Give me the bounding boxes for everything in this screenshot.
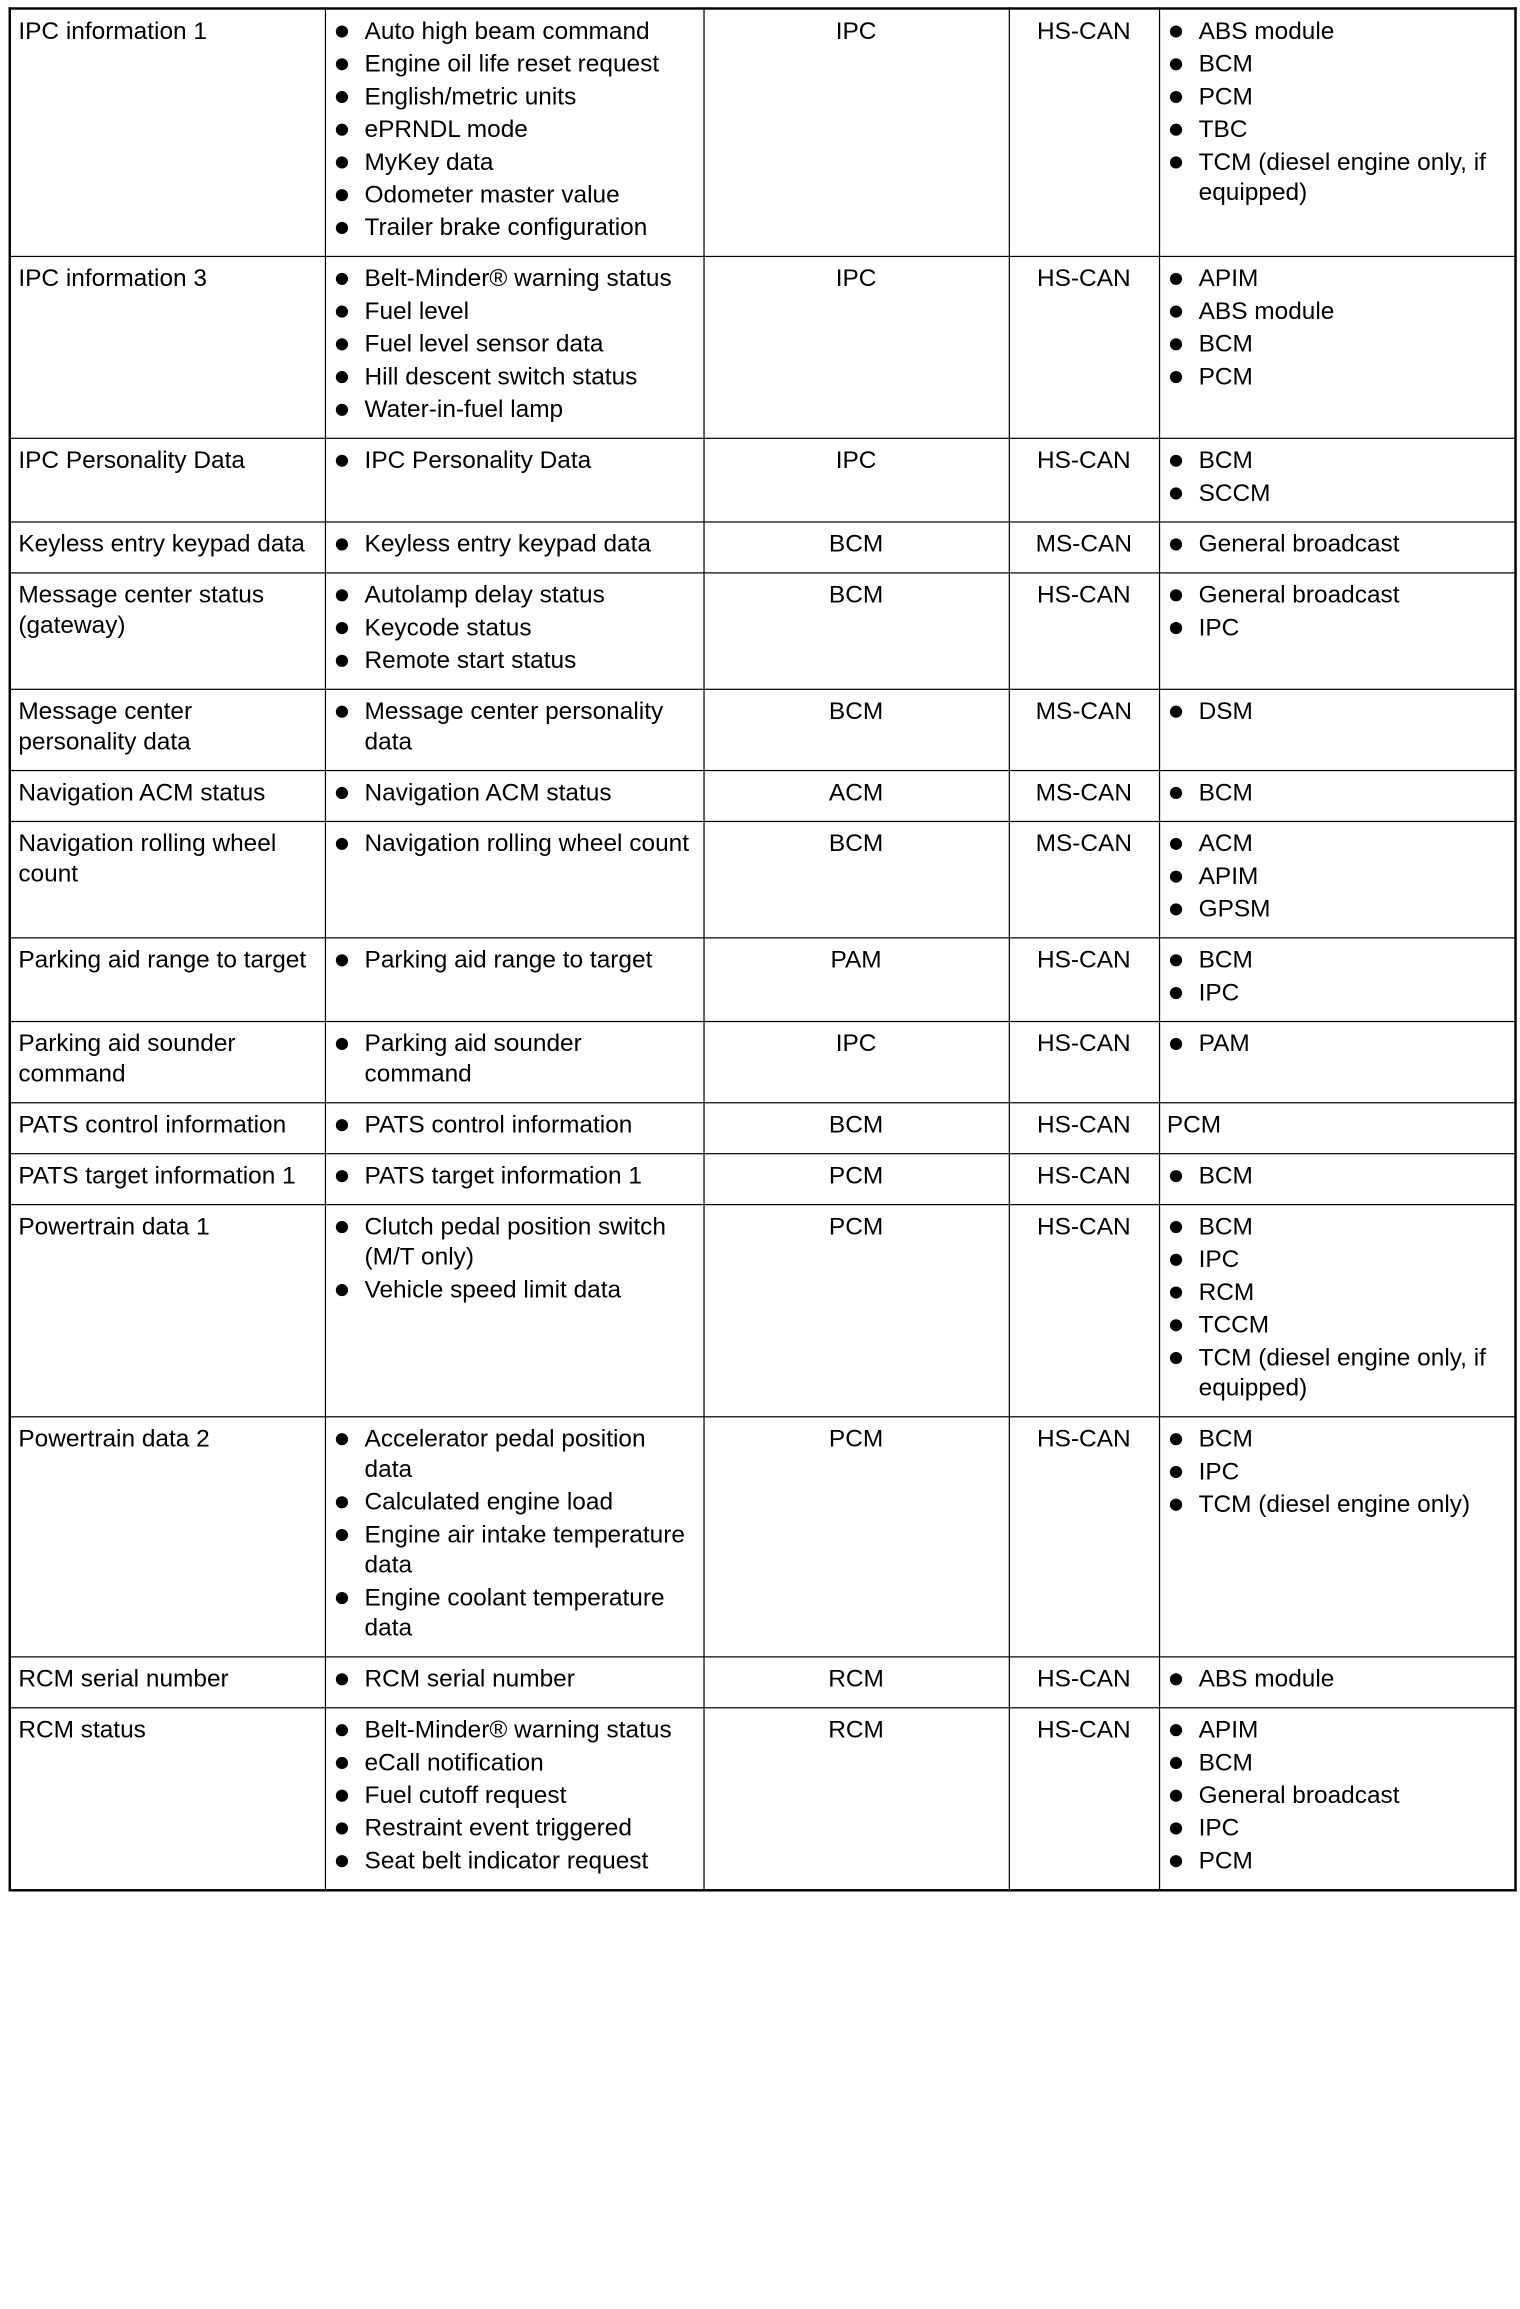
receiver-list bbox=[1167, 778, 1507, 808]
signal-list bbox=[333, 1111, 696, 1141]
signals-cell bbox=[325, 1417, 704, 1657]
receiver-list-item: General broadcast bbox=[1167, 581, 1507, 611]
signal-list bbox=[333, 1716, 696, 1877]
receiver-list bbox=[1167, 17, 1507, 209]
receiver-list-item: IPC bbox=[1167, 1245, 1507, 1275]
network-cell: HS-CAN bbox=[1009, 1154, 1159, 1205]
signal-list-item: PATS target information 1 bbox=[333, 1162, 696, 1192]
table-row bbox=[10, 256, 1516, 438]
receiver-list-item: TBC bbox=[1167, 115, 1507, 145]
receiver-list-item: DSM bbox=[1167, 697, 1507, 727]
receivers-cell bbox=[1159, 821, 1516, 937]
signal-list-item: MyKey data bbox=[333, 148, 696, 178]
signal-list bbox=[333, 1162, 696, 1192]
receiver-list-item: TCM (diesel engine only, if equipped) bbox=[1167, 148, 1507, 209]
message-name-cell: PATS target information 1 bbox=[10, 1154, 325, 1205]
receiver-list-item: APIM bbox=[1167, 264, 1507, 294]
signals-cell bbox=[325, 771, 704, 822]
signal-list-item: Calculated engine load bbox=[333, 1488, 696, 1518]
signal-list-item: Engine coolant temperature data bbox=[333, 1584, 696, 1645]
signals-cell bbox=[325, 438, 704, 522]
network-cell: HS-CAN bbox=[1009, 1022, 1159, 1103]
signal-list-item: eCall notification bbox=[333, 1748, 696, 1778]
table-row bbox=[10, 938, 1516, 1022]
signal-list-item: ePRNDL mode bbox=[333, 115, 696, 145]
message-name-cell: Navigation rolling wheel count bbox=[10, 821, 325, 937]
originator-cell: BCM bbox=[703, 573, 1008, 689]
receiver-list-item: PCM bbox=[1167, 363, 1507, 393]
receiver-list bbox=[1167, 1425, 1507, 1521]
signal-list bbox=[333, 697, 696, 758]
signal-list bbox=[333, 1665, 696, 1695]
receivers-cell bbox=[1159, 938, 1516, 1022]
network-cell: HS-CAN bbox=[1009, 438, 1159, 522]
receivers-cell bbox=[1159, 771, 1516, 822]
signal-list-item: Navigation rolling wheel count bbox=[333, 829, 696, 859]
network-cell: HS-CAN bbox=[1009, 8, 1159, 256]
table-row bbox=[10, 821, 1516, 937]
originator-cell: BCM bbox=[703, 821, 1008, 937]
table-row bbox=[10, 1022, 1516, 1103]
receiver-list-item: General broadcast bbox=[1167, 530, 1507, 560]
receivers-cell bbox=[1159, 256, 1516, 438]
signal-list-item: Restraint event triggered bbox=[333, 1814, 696, 1844]
signal-list-item: Belt-Minder® warning status bbox=[333, 264, 696, 294]
signal-list-item: Remote start status bbox=[333, 646, 696, 676]
signal-list bbox=[333, 17, 696, 244]
network-cell: HS-CAN bbox=[1009, 1103, 1159, 1154]
signal-list-item: Clutch pedal position switch (M/T only) bbox=[333, 1213, 696, 1274]
receiver-list-item: TCM (diesel engine only) bbox=[1167, 1490, 1507, 1520]
receiver-list-item: ABS module bbox=[1167, 297, 1507, 327]
table-row bbox=[10, 1417, 1516, 1657]
originator-cell: PCM bbox=[703, 1417, 1008, 1657]
receiver-list-item: PAM bbox=[1167, 1029, 1507, 1059]
message-name-cell: Keyless entry keypad data bbox=[10, 522, 325, 573]
signal-list-item: Belt-Minder® warning status bbox=[333, 1716, 696, 1746]
originator-cell: PCM bbox=[703, 1205, 1008, 1417]
signal-list-item: Seat belt indicator request bbox=[333, 1847, 696, 1877]
originator-cell: ACM bbox=[703, 771, 1008, 822]
receiver-list-item: ABS module bbox=[1167, 1665, 1507, 1695]
signal-list bbox=[333, 581, 696, 677]
signals-cell bbox=[325, 1154, 704, 1205]
receiver-list-item: RCM bbox=[1167, 1278, 1507, 1308]
receiver-list bbox=[1167, 264, 1507, 393]
receiver-list-item: BCM bbox=[1167, 1162, 1507, 1192]
receiver-list-item: BCM bbox=[1167, 446, 1507, 476]
signal-list-item: Keycode status bbox=[333, 614, 696, 644]
signal-list bbox=[333, 946, 696, 976]
network-cell: HS-CAN bbox=[1009, 1708, 1159, 1890]
signal-list bbox=[333, 778, 696, 808]
signal-list-item: Fuel cutoff request bbox=[333, 1781, 696, 1811]
receiver-list bbox=[1167, 829, 1507, 925]
network-cell: HS-CAN bbox=[1009, 938, 1159, 1022]
signal-list bbox=[333, 1213, 696, 1306]
receiver-list-item: BCM bbox=[1167, 778, 1507, 808]
receivers-cell bbox=[1159, 573, 1516, 689]
signals-cell bbox=[325, 938, 704, 1022]
signal-list-item: Trailer brake configuration bbox=[333, 213, 696, 243]
signal-list-item: Message center personality data bbox=[333, 697, 696, 758]
signals-cell bbox=[325, 1708, 704, 1890]
receiver-list-item: BCM bbox=[1167, 946, 1507, 976]
receivers-cell bbox=[1159, 1708, 1516, 1890]
receivers-cell bbox=[1159, 1417, 1516, 1657]
receiver-list-item: APIM bbox=[1167, 862, 1507, 892]
signal-list bbox=[333, 446, 696, 476]
signal-list-item: Fuel level bbox=[333, 297, 696, 327]
table-row bbox=[10, 573, 1516, 689]
table-body bbox=[10, 8, 1516, 1890]
receivers-cell bbox=[1159, 1657, 1516, 1708]
signals-cell bbox=[325, 1657, 704, 1708]
table-row bbox=[10, 1103, 1516, 1154]
originator-cell: RCM bbox=[703, 1708, 1008, 1890]
signal-list-item: Water-in-fuel lamp bbox=[333, 395, 696, 425]
message-name-cell: IPC information 1 bbox=[10, 8, 325, 256]
signal-list bbox=[333, 1425, 696, 1644]
receiver-list-item: TCCM bbox=[1167, 1311, 1507, 1341]
signal-list-item: Vehicle speed limit data bbox=[333, 1276, 696, 1306]
receiver-list-item: BCM bbox=[1167, 1213, 1507, 1243]
receiver-list-item: TCM (diesel engine only, if equipped) bbox=[1167, 1343, 1507, 1404]
network-cell: HS-CAN bbox=[1009, 1417, 1159, 1657]
message-name-cell: Parking aid range to target bbox=[10, 938, 325, 1022]
receivers-cell bbox=[1159, 522, 1516, 573]
receiver-list-item: General broadcast bbox=[1167, 1781, 1507, 1811]
receiver-list bbox=[1167, 1162, 1507, 1192]
signal-list-item: Navigation ACM status bbox=[333, 778, 696, 808]
originator-cell: RCM bbox=[703, 1657, 1008, 1708]
table-row bbox=[10, 771, 1516, 822]
network-cell: HS-CAN bbox=[1009, 573, 1159, 689]
receiver-list bbox=[1167, 530, 1507, 560]
receivers-cell bbox=[1159, 1154, 1516, 1205]
table-row bbox=[10, 1205, 1516, 1417]
message-name-cell: Parking aid sounder command bbox=[10, 1022, 325, 1103]
table-row bbox=[10, 1708, 1516, 1890]
receiver-plain-text: PCM bbox=[1166, 1111, 1222, 1139]
signal-list-item: Keyless entry keypad data bbox=[333, 530, 696, 560]
receiver-list-item: PCM bbox=[1167, 1847, 1507, 1877]
signal-list-item: Odometer master value bbox=[333, 181, 696, 211]
signal-list bbox=[333, 530, 696, 560]
message-name-cell: Powertrain data 2 bbox=[10, 1417, 325, 1657]
network-cell: MS-CAN bbox=[1009, 689, 1159, 770]
signal-list-item: IPC Personality Data bbox=[333, 446, 696, 476]
signals-cell bbox=[325, 573, 704, 689]
message-name-cell: Message center personality data bbox=[10, 689, 325, 770]
signal-list-item: PATS control information bbox=[333, 1111, 696, 1141]
signal-list-item: Auto high beam command bbox=[333, 17, 696, 47]
table-row bbox=[10, 1154, 1516, 1205]
receiver-list bbox=[1167, 446, 1507, 509]
receiver-list-item: IPC bbox=[1167, 614, 1507, 644]
signal-list-item: Hill descent switch status bbox=[333, 363, 696, 393]
message-name-cell: Powertrain data 1 bbox=[10, 1205, 325, 1417]
receiver-list-item: SCCM bbox=[1167, 479, 1507, 509]
receiver-list-item: APIM bbox=[1167, 1716, 1507, 1746]
message-name-cell: Navigation ACM status bbox=[10, 771, 325, 822]
originator-cell: IPC bbox=[703, 438, 1008, 522]
originator-cell: PAM bbox=[703, 938, 1008, 1022]
network-cell: HS-CAN bbox=[1009, 256, 1159, 438]
receivers-cell bbox=[1159, 438, 1516, 522]
signal-list-item: Engine air intake temperature data bbox=[333, 1520, 696, 1581]
message-name-cell: RCM status bbox=[10, 1708, 325, 1890]
table-row bbox=[10, 8, 1516, 256]
signals-cell bbox=[325, 689, 704, 770]
receiver-list-item: PCM bbox=[1167, 82, 1507, 112]
network-cell: HS-CAN bbox=[1009, 1657, 1159, 1708]
message-name-cell: RCM serial number bbox=[10, 1657, 325, 1708]
network-cell: MS-CAN bbox=[1009, 771, 1159, 822]
receiver-list-item: IPC bbox=[1167, 1457, 1507, 1487]
receiver-list-item: IPC bbox=[1167, 1814, 1507, 1844]
network-cell: MS-CAN bbox=[1009, 522, 1159, 573]
receiver-list-item: BCM bbox=[1167, 1425, 1507, 1455]
receiver-list-item: GPSM bbox=[1167, 895, 1507, 925]
originator-cell: IPC bbox=[703, 1022, 1008, 1103]
signal-list-item: English/metric units bbox=[333, 82, 696, 112]
signal-list-item: RCM serial number bbox=[333, 1665, 696, 1695]
receiver-list bbox=[1167, 1716, 1507, 1877]
signals-cell bbox=[325, 256, 704, 438]
signals-cell bbox=[325, 821, 704, 937]
signals-cell bbox=[325, 1103, 704, 1154]
signals-cell bbox=[325, 522, 704, 573]
signal-list-item: Accelerator pedal position data bbox=[333, 1425, 696, 1486]
receivers-cell bbox=[1159, 1205, 1516, 1417]
receiver-list bbox=[1167, 697, 1507, 727]
message-name-cell: Message center status (gateway) bbox=[10, 573, 325, 689]
signal-list-item: Engine oil life reset request bbox=[333, 50, 696, 80]
signal-list bbox=[333, 1029, 696, 1090]
table-row bbox=[10, 689, 1516, 770]
originator-cell: PCM bbox=[703, 1154, 1008, 1205]
receivers-cell bbox=[1159, 1022, 1516, 1103]
signal-list-item: Parking aid range to target bbox=[333, 946, 696, 976]
receiver-list-item: BCM bbox=[1167, 50, 1507, 80]
originator-cell: BCM bbox=[703, 522, 1008, 573]
receivers-cell bbox=[1159, 1103, 1516, 1154]
message-name-cell: IPC Personality Data bbox=[10, 438, 325, 522]
network-cell: MS-CAN bbox=[1009, 821, 1159, 937]
signals-cell bbox=[325, 1022, 704, 1103]
message-name-cell: IPC information 3 bbox=[10, 256, 325, 438]
originator-cell: BCM bbox=[703, 1103, 1008, 1154]
receivers-cell bbox=[1159, 689, 1516, 770]
receiver-list bbox=[1167, 1213, 1507, 1405]
receiver-list-item: ACM bbox=[1167, 829, 1507, 859]
receiver-list bbox=[1167, 1665, 1507, 1695]
signals-cell bbox=[325, 1205, 704, 1417]
signal-list-item: Parking aid sounder command bbox=[333, 1029, 696, 1090]
receiver-list bbox=[1167, 1029, 1507, 1059]
receiver-list-item: BCM bbox=[1167, 330, 1507, 360]
signal-list-item: Autolamp delay status bbox=[333, 581, 696, 611]
table-row bbox=[10, 1657, 1516, 1708]
receivers-cell bbox=[1159, 8, 1516, 256]
network-message-table bbox=[9, 7, 1517, 1891]
message-name-cell: PATS control information bbox=[10, 1103, 325, 1154]
originator-cell: IPC bbox=[703, 256, 1008, 438]
table-row bbox=[10, 438, 1516, 522]
receiver-list-item: IPC bbox=[1167, 978, 1507, 1008]
receiver-list-item: BCM bbox=[1167, 1748, 1507, 1778]
receiver-list bbox=[1167, 581, 1507, 644]
receiver-list-item: ABS module bbox=[1167, 17, 1507, 47]
receiver-list bbox=[1167, 946, 1507, 1009]
originator-cell: BCM bbox=[703, 689, 1008, 770]
table-row bbox=[10, 522, 1516, 573]
signals-cell bbox=[325, 8, 704, 256]
originator-cell: IPC bbox=[703, 8, 1008, 256]
network-cell: HS-CAN bbox=[1009, 1205, 1159, 1417]
signal-list bbox=[333, 829, 696, 859]
signal-list-item: Fuel level sensor data bbox=[333, 330, 696, 360]
signal-list bbox=[333, 264, 696, 425]
